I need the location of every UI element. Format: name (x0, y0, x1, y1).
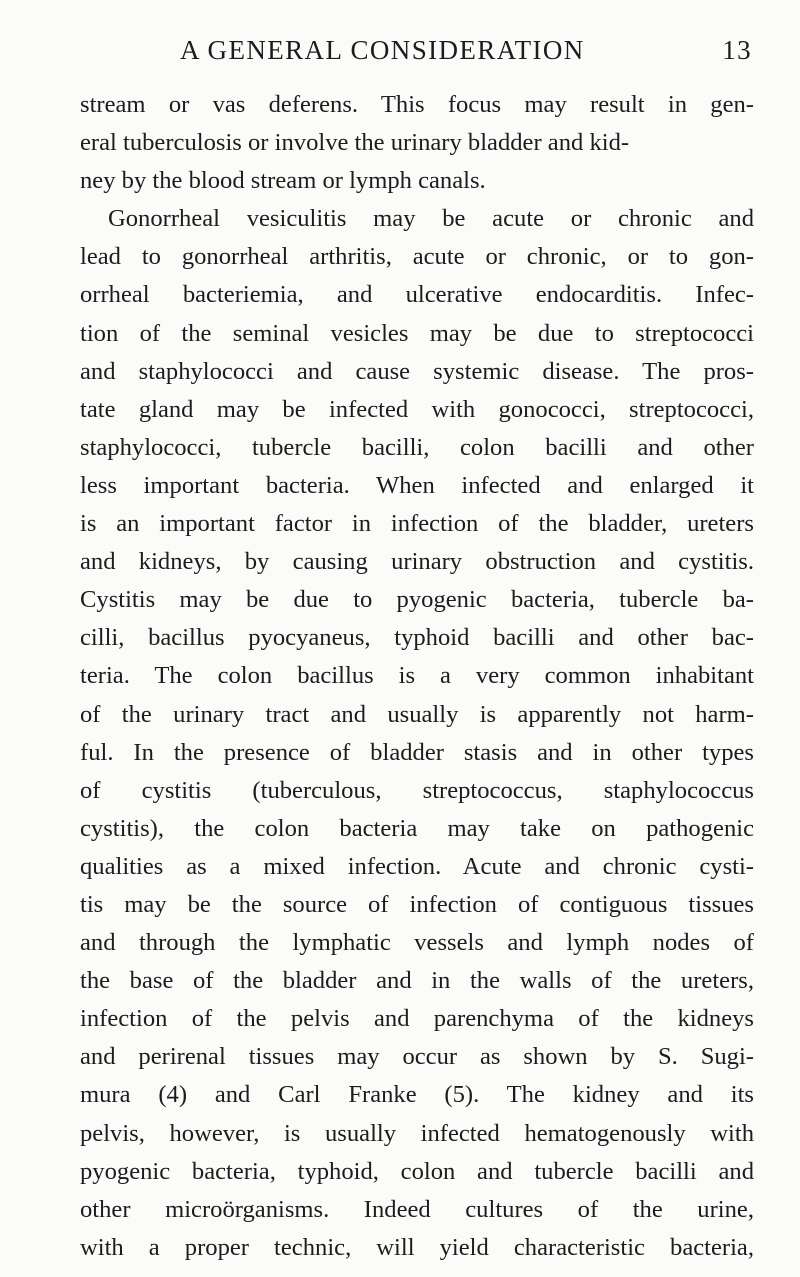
text-line: staphylococci, tubercle bacilli, colon bacilli and other (80, 433, 754, 461)
text-line: less important bacteria. When infected and enlarged it (80, 471, 754, 499)
running-title: A GENERAL CONSIDERATION (180, 35, 585, 65)
text-line: the base of the bladder and in the walls of the ureters, (80, 967, 754, 995)
paragraph-first-line: Gonorrheal vesiculitis may be acute or chronic and (108, 205, 754, 233)
text-line: Cystitis may be due to pyogenic bacteria, tubercle ba- (80, 586, 754, 614)
text-line: pelvis, however, is usually infected hematogenously with (80, 1119, 754, 1147)
text-line: mura (4) and Carl Franke (5). The kidney and its (80, 1081, 754, 1109)
text-line: orrheal bacteriemia, and ulcerative endocarditis. Infec- (80, 281, 754, 309)
text-line: other microörganisms. Indeed cultures of the urine, (80, 1195, 754, 1223)
text-line: with a proper technic, will yield characteristic bacteria, (80, 1233, 754, 1261)
text-line: of cystitis (tuberculous, streptococcus, staphylococcus (80, 776, 754, 804)
text-line: ful. In the presence of bladder stasis and in other types (80, 738, 754, 766)
text-line: tion of the seminal vesicles may be due to streptococci (80, 319, 754, 347)
text-line: cystitis), the colon bacteria may take on pathogenic (80, 814, 754, 842)
text-line: infection of the pelvis and parenchyma of the kidneys (80, 1005, 754, 1033)
text-line: tate gland may be infected with gonococci, streptococci, (80, 395, 754, 423)
text-line: and kidneys, by causing urinary obstruction and cystitis. (80, 548, 754, 576)
text-line: and perirenal tissues may occur as shown by S. Sugi- (80, 1043, 754, 1071)
text-line: teria. The colon bacillus is a very common inhabitant (80, 662, 754, 690)
body-text (80, 86, 754, 1267)
text-line: ney by the blood stream or lymph canals. (80, 167, 486, 195)
text-line: qualities as a mixed infection. Acute and chronic cysti- (80, 852, 754, 880)
text-line: stream or vas deferens. This focus may result in gen- (80, 91, 754, 118)
text-line: and staphylococci and cause systemic disease. The pros- (80, 357, 754, 385)
text-line: lead to gonorrheal arthritis, acute or chronic, or to gon- (80, 243, 754, 271)
text-line: cilli, bacillus pyocyaneus, typhoid bacilli and other bac- (80, 624, 754, 652)
text-line: pyogenic bacteria, typhoid, colon and tubercle bacilli and (80, 1157, 754, 1185)
running-head (80, 32, 752, 68)
text-line: tis may be the source of infection of contiguous tissues (80, 890, 754, 918)
text-line: and through the lymphatic vessels and lymph nodes of (80, 929, 754, 957)
text-line: is an important factor in infection of the bladder, ureters (80, 510, 754, 538)
text-line: of the urinary tract and usually is apparently not harm- (80, 700, 754, 728)
page-number: 13 (722, 35, 752, 65)
text-line: eral tuberculosis or involve the urinary bladder and kid- (80, 129, 630, 157)
